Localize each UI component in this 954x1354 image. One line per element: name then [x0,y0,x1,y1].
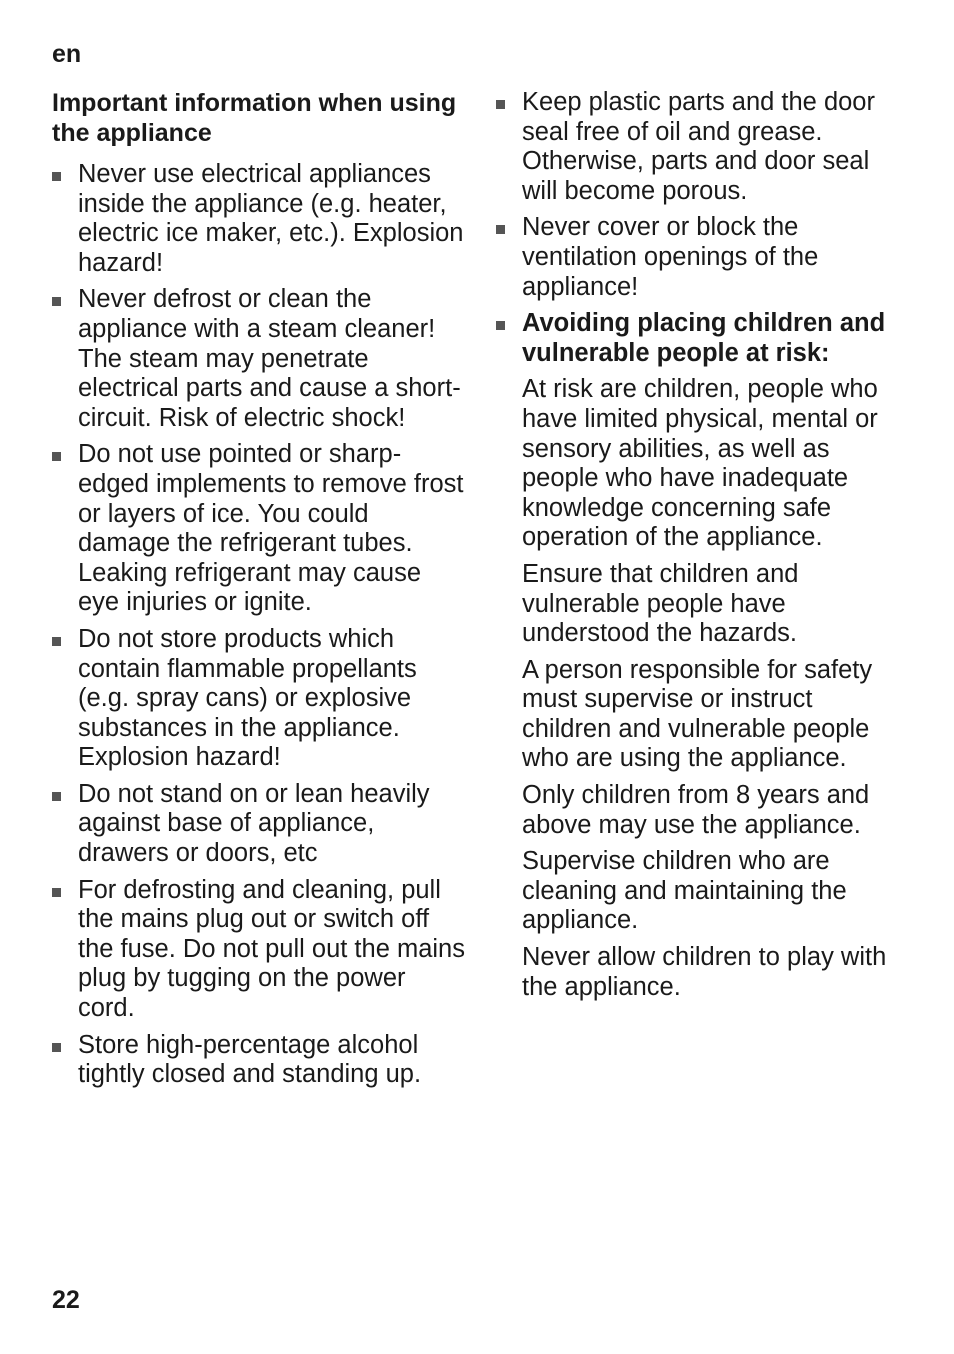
list-item-text: For defrosting and cleaning, pull the mains plug out or switch off the fuse. Do not pull out the mains plug by tugging on the power cord. [78,875,465,1023]
list-item [52,780,467,869]
bullet-icon [52,452,61,461]
language-label: en [52,40,82,68]
list-item-text: Never use electrical appliances inside the appliance (e.g. heater, electric ice maker, etc.). Explosion hazard! [78,160,464,277]
list-item [52,440,467,618]
list-item-text: Never cover or block the ventilation openings of the appliance! [522,213,819,301]
risk-paragraph: At risk are children, people who have limited physical, mental or sensory abilities, as well as people who have inadequate knowledge concerning safe operation of the appliance. [522,375,878,552]
list-item-text: Keep plastic parts and the door seal free of oil and grease. Otherwise, parts and door seal will become porous. [522,88,875,205]
right-column [496,88,906,1009]
list-item-text: Do not use pointed or sharp-edged implements to remove frost or layers of ice. You could damage the refrigerant tubes. Leaking refrigerant may cause eye injuries or ignite. [78,440,464,617]
list-item-text: Do not stand on or lean heavily against base of appliance, drawers or doors, etc [78,779,430,868]
list-item-text: Never defrost or clean the appliance with a steam cleaner! The steam may penetrate electrical parts and cause a short-circuit. Risk of electric shock! [78,285,461,432]
bullet-icon [52,792,61,801]
risk-paragraph: Supervise children who are cleaning and maintaining the appliance. [522,847,847,935]
list-item [496,88,906,206]
bullet-icon [496,225,505,234]
list-item [52,1031,467,1090]
list-item [52,625,467,773]
list-item [52,876,467,1024]
section-heading: Important information when using the appliance [52,89,457,147]
list-item [52,285,467,433]
risk-paragraph: A person responsible for safety must supervise or instruct children and vulnerable people who are using the appliance. [522,655,873,773]
list-item [52,160,467,278]
page-number: 22 [52,1286,80,1314]
bullet-icon [496,100,505,109]
risk-paragraph: Ensure that children and vulnerable people have understood the hazards. [522,559,799,648]
bullet-icon [52,888,61,897]
risk-paragraph: Only children from 8 years and above may use the appliance. [522,781,870,839]
bullet-icon [52,172,61,181]
bullet-icon [52,297,61,306]
bullet-icon [52,637,61,646]
bullet-icon [52,1043,61,1052]
risk-item-title: Avoiding placing children and vulnerable people at risk: [522,309,886,367]
list-item [496,213,906,302]
bullet-icon [496,321,505,330]
left-column [52,88,467,1097]
risk-list-item [496,309,906,1002]
list-item-text: Do not store products which contain flammable propellants (e.g. spray cans) or explosive substances in the appliance. Explosion hazard! [78,624,417,772]
risk-paragraph: Never allow children to play with the appliance. [522,943,887,1001]
list-item-text: Store high-percentage alcohol tightly closed and standing up. [78,1030,422,1089]
